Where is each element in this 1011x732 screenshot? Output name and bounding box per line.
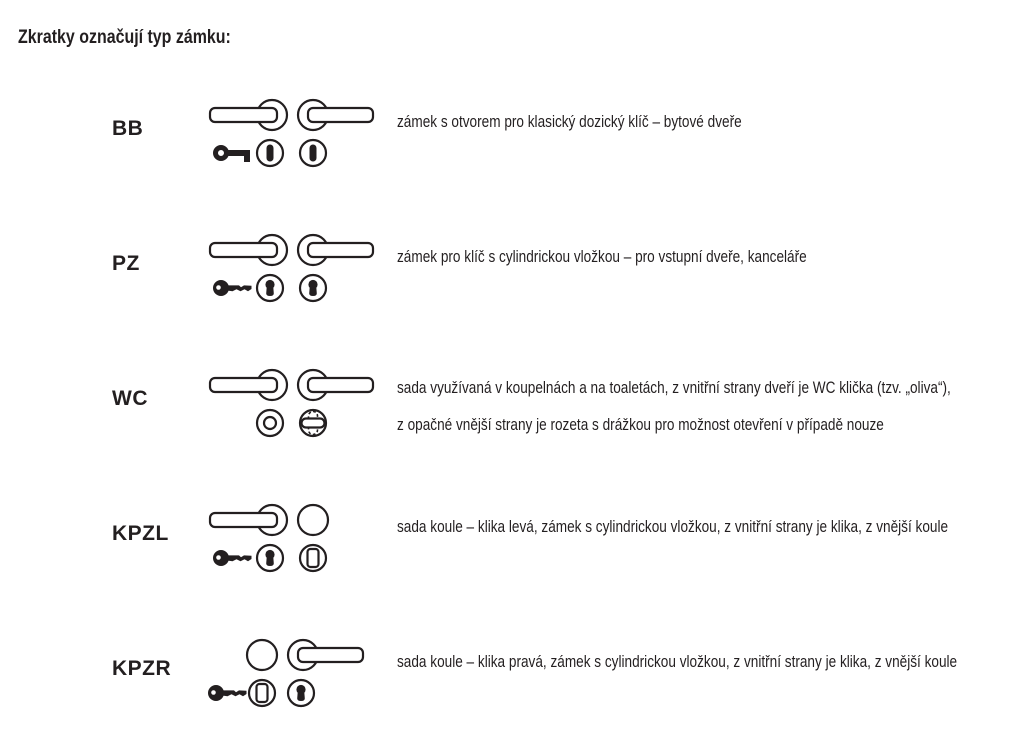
lock-type-description: sada koule – klika pravá, zámek s cylindrickou vložkou, z vnitřní strany je klika, z vnější koule bbox=[397, 652, 958, 671]
lever-handle-left-icon bbox=[210, 370, 287, 400]
lock-type-row-wc bbox=[0, 367, 1011, 447]
pz-lockset-icon bbox=[205, 232, 380, 312]
lock-type-row-bb bbox=[0, 97, 1011, 177]
door-knob-icon bbox=[247, 640, 277, 670]
pz-keyhole-rosette-icon bbox=[257, 275, 283, 301]
wc-lockset-icon bbox=[205, 367, 380, 447]
cylinder-key-icon bbox=[208, 685, 247, 701]
slotted-rosette-icon bbox=[257, 410, 283, 436]
kpzr-lockset-icon bbox=[180, 637, 370, 717]
lever-handle-right-icon bbox=[288, 640, 363, 670]
lever-handle-right-icon bbox=[298, 100, 373, 130]
lock-type-description: sada koule – klika levá, zámek s cylindrickou vložkou, z vnitřní strany je klika, z vnější koule bbox=[397, 517, 949, 536]
lock-code-label: KPZL bbox=[112, 522, 169, 545]
description-line: sada využívaná v koupelnách a na toaletách, z vnitřní strany dveří je WC klička (tzv. „oliva“), bbox=[397, 378, 951, 397]
bb-lockset-icon bbox=[205, 97, 380, 177]
lock-code-label: KPZR bbox=[112, 657, 172, 680]
lock-type-description bbox=[397, 369, 951, 443]
bb-keyhole-rosette-icon bbox=[300, 140, 326, 166]
wc-turn-rosette-icon bbox=[300, 410, 326, 436]
lever-handle-right-icon bbox=[298, 370, 373, 400]
door-knob-icon bbox=[298, 505, 328, 535]
kpzl-lockset-icon bbox=[205, 502, 380, 582]
lock-code-label: BB bbox=[112, 117, 144, 140]
pz-keyhole-rosette-icon bbox=[288, 680, 314, 706]
lever-handle-left-icon bbox=[210, 235, 287, 265]
cylinder-key-icon bbox=[213, 550, 252, 566]
bb-key-icon bbox=[216, 148, 251, 163]
lever-handle-left-icon bbox=[210, 505, 287, 535]
lock-type-description: zámek s otvorem pro klasický dozický klíč – bytové dveře bbox=[397, 112, 742, 131]
lock-type-row-kpzl bbox=[0, 502, 1011, 582]
lock-type-description: zámek pro klíč s cylindrickou vložkou – pro vstupní dveře, kanceláře bbox=[397, 247, 807, 266]
blind-rosette-icon bbox=[300, 545, 326, 571]
pz-keyhole-rosette-icon bbox=[300, 275, 326, 301]
lever-handle-left-icon bbox=[210, 100, 287, 130]
lock-code-label: PZ bbox=[112, 252, 140, 275]
lock-type-row-pz bbox=[0, 232, 1011, 312]
lock-type-row-kpzr bbox=[0, 637, 1011, 717]
lock-code-label: WC bbox=[112, 387, 148, 410]
lever-handle-right-icon bbox=[298, 235, 373, 265]
page-title: Zkratky označují typ zámku: bbox=[18, 27, 231, 48]
bb-keyhole-rosette-icon bbox=[257, 140, 283, 166]
description-line: z opačné vnější strany je rozeta s drážkou pro možnost otevření v případě nouze bbox=[397, 415, 884, 434]
pz-keyhole-rosette-icon bbox=[257, 545, 283, 571]
blind-rosette-icon bbox=[249, 680, 275, 706]
cylinder-key-icon bbox=[213, 280, 252, 296]
